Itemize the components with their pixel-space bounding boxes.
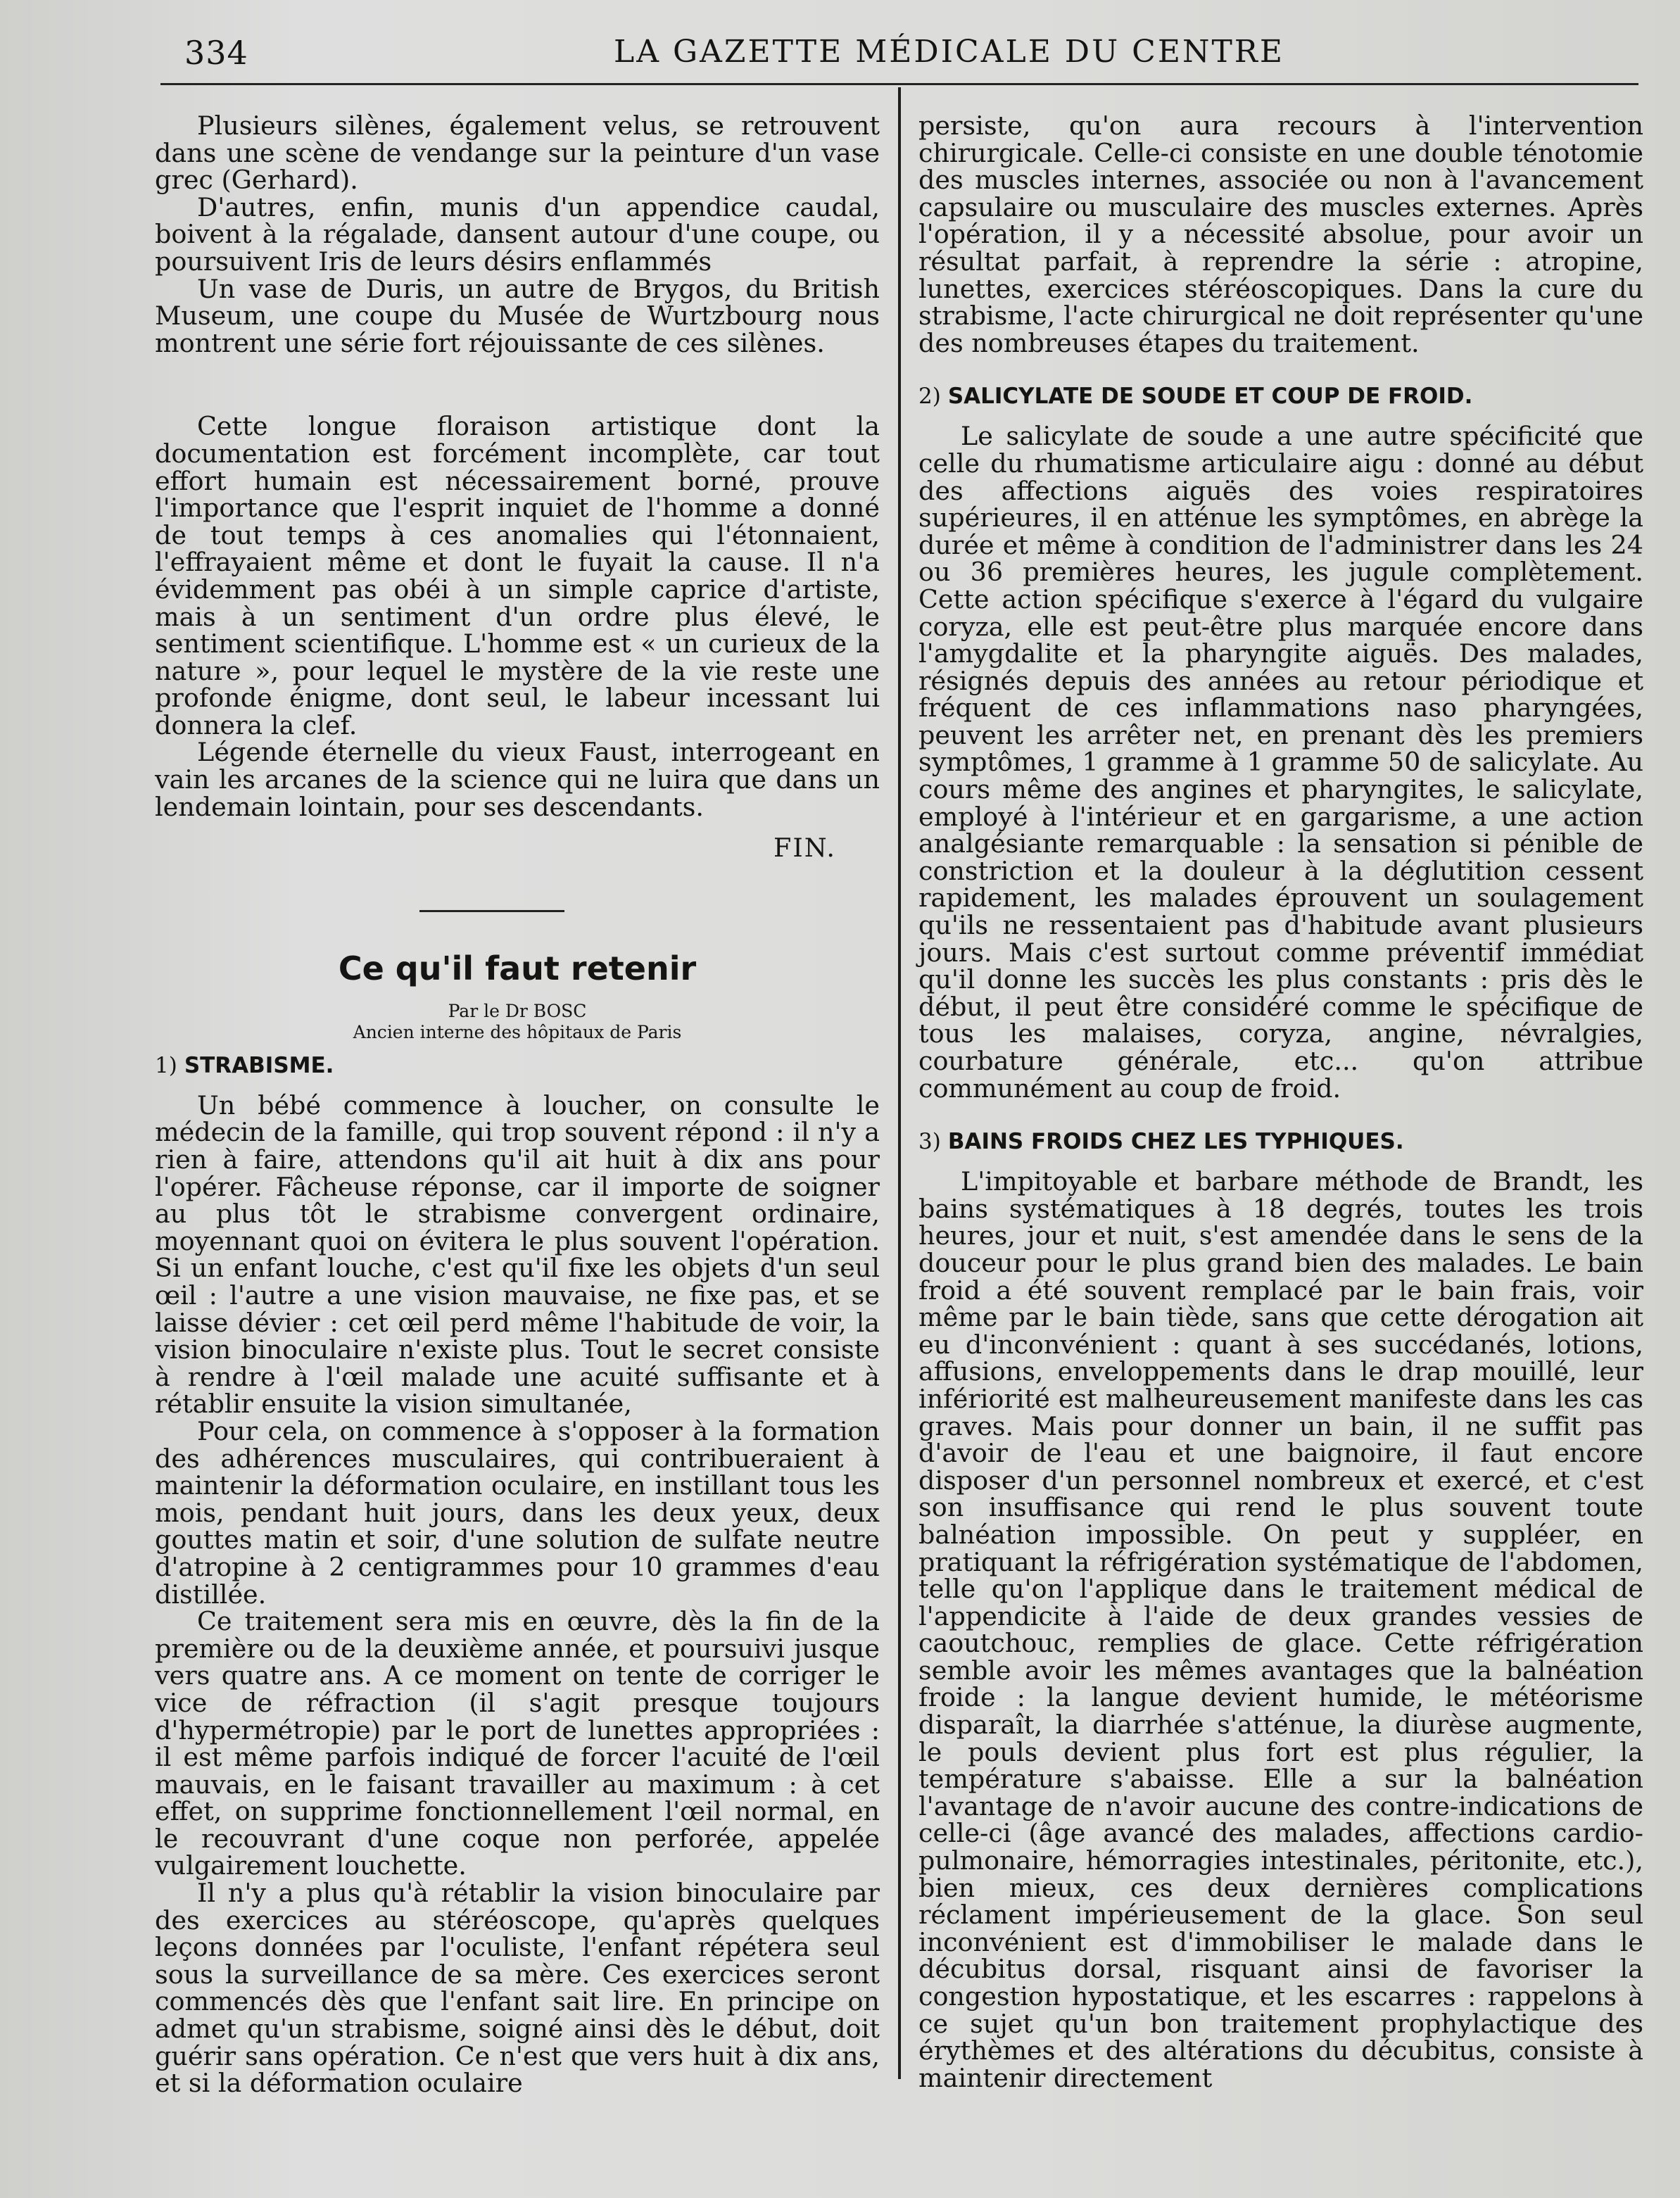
page-header <box>184 30 1627 79</box>
paragraph: D'autres, enfin, munis d'un appendice caudal, boivent à la régalade, dansent autour d'une coupe, ou poursuivent Iris de leurs désirs enflammés <box>155 191 880 277</box>
article-title: Ce qu'il faut retenir <box>338 949 697 987</box>
article-byline: Par le Dr BOSC <box>448 1000 587 1021</box>
column-divider <box>898 87 901 2079</box>
paragraph: Un vase de Duris, un autre de Brygos, du British Museum, une coupe du Musée de Wurtzbourg nous montrent une série fort réjouissante de ces silènes. <box>155 273 880 358</box>
paragraph: persiste, qu'on aura recours à l'intervention chirurgicale. Celle-ci consiste en une double ténotomie des muscles internes, associée ou non à l'avancement capsulaire ou musculaire des muscles externes. Après l'opération, il y a nécessité absolue, pour avoir un résultat parfait, à reprendre la série : atropine, lunettes, exercices stéréoscopiques. Dans la cure du strabisme, l'acte chirurgical ne doit représenter qu'une des nombreuses étapes du traitement. <box>918 110 1643 358</box>
section-title: SALICYLATE DE SOUDE ET COUP DE FROID. <box>947 384 1473 410</box>
paragraph: Cette longue floraison artistique dont la documentation est forcément incomplète, car tout effort humain est nécessairement borné, prouve l'importance que l'esprit inquiet de l'homme a donné de tout temps à ces anomalies qui l'étonnaient, l'effrayaient même et dont le fuyait la cause. Il n'a évidemment pas obéi à un simple caprice d'artiste, mais à un sentiment d'un ordre plus élevé, le sentiment scientifique. L'homme est « un curieux de la nature », pour lequel le mystère de la vie reste une profonde énigme, dont seul, le labeur incessant lui donnera la clef. <box>155 411 880 740</box>
section-title: STRABISME. <box>184 1052 334 1078</box>
paragraph: Il n'y a plus qu'à rétablir la vision binoculaire par des exercices au stéréoscope, qu'après quelques leçons données par l'oculiste, l'enfant répétera seul sous la surveillance de sa mère. Ces exercices seront commencés dès que l'enfant sait lire. En principe on admet qu'un strabisme, soigné ainsi dès le début, doit guérir sans opération. Ce n'est que vers huit à dix ans, et si la déformation oculaire <box>155 1878 880 2099</box>
author-affiliation: Ancien interne des hôpitaux de Paris <box>353 1021 682 1042</box>
section-number: 3) <box>918 1129 941 1155</box>
paragraph: Ce traitement sera mis en œuvre, dès la fin de la première ou de la deuxième année, et poursuivi jusque vers quatre ans. A ce moment on tente de corriger le vice de réfraction (il s'agit presque toujours d'hypermétropie) par le port de lunettes appropriées : il est même parfois indiqué de forcer l'acuité de l'œil mauvais, en le faisant travailler au maximum : à cet effet, on supprime fonctionnellement l'œil normal, en le recouvrant d'une coque non perforée, appelée vulgairement louchette. <box>155 1606 880 1881</box>
page-number: 334 <box>184 34 248 72</box>
header-rule <box>160 83 1638 85</box>
paragraph: Un bébé commence à loucher, on consulte le médecin de la famille, qui trop souvent répond : il n'y a rien à faire, attendons qu'il ait huit à dix ans pour l'opérer. Fâcheuse réponse, car il importe de soigner au plus tôt le strabisme convergent ordinaire, moyennant quoi on évitera le plus souvent l'opération. Si un enfant louche, c'est qu'il fixe les objets d'un seul œil : l'autre a une vision mauvaise, ne fixe pas, et se laisse dévier : cet œil perd même l'habitude de voir, la vision binoculaire n'existe plus. Tout le secret consiste à rendre à l'œil malade une acuité suffisante et à rétablir ensuite la vision simultanée, <box>155 1089 880 1420</box>
right-column <box>918 110 1643 2093</box>
section-heading-bains-froids <box>918 1126 1643 1157</box>
left-column <box>155 110 880 2099</box>
paragraph: Pour cela, on commence à s'opposer à la formation des adhérences musculaires, qui contribueraient à maintenir la déformation oculaire, en instillant tous les mois, pendant huit jours, dans les deux yeux, deux gouttes matin et soir, d'une solution de sulfate neutre d'atropine à 2 centigrammes pour 10 grammes d'eau distillée. <box>155 1415 880 1610</box>
running-title: LA GAZETTE MÉDICALE DU CENTRE <box>614 34 1285 70</box>
paragraph: Légende éternelle du vieux Faust, interrogeant en vain les arcanes de la science qui ne luira que dans un lendemain lointain, pour ses descendants. <box>155 737 880 822</box>
paragraph: Plusieurs silènes, également velus, se retrouvent dans une scène de vendange sur la peinture d'un vase grec (Gerhard). <box>155 110 880 196</box>
section-heading-salicylate <box>918 381 1643 412</box>
separator-rule <box>419 910 564 912</box>
spacer <box>155 357 880 413</box>
section-heading-strabisme <box>155 1050 880 1081</box>
section-number: 1) <box>155 1052 177 1078</box>
end-mark: FIN. <box>773 833 836 864</box>
paragraph: Le salicylate de soude a une autre spécificité que celle du rhumatisme articulaire aigu : donné au début des affections aiguës des voies respiratoires supérieures, il en atténue les symptômes, en abrège la durée et même à condition de l'administrer dans les 24 ou 36 premières heures, les jugule complètement. Cette action spécifique s'exerce à l'égard du vulgaire coryza, elle est peut-être plus marquée encore dans l'amygdalite et la pharyngite aiguës. Des malades, résignés depuis des années au retour périodique et fréquent de ces inflammations naso pharyngées, peuvent les arrêter net, en prenant dès les premiers symptômes, 1 gramme à 1 gramme 50 de salicylate. Au cours même des angines et pharyngites, le salicylate, employé à l'intérieur et en gargarisme, a une action analgésiante remarquable : la sensation si pénible de constriction et la douleur à la déglutition cessent rapidement, les malades éprouvent un soulagement qu'ils ne ressentaient pas d'habitude avant plusieurs jours. Mais c'est surtout comme préventif immédiat qu'il donne les succès les plus constants : pris dès le début, il peut être considéré comme le spécifique de tous les malaises, coryza, angine, névralgies, courbature générale, etc... qu'on attribue communément au coup de froid. <box>918 421 1643 1104</box>
section-title: BAINS FROIDS CHEZ LES TYPHIQUES. <box>947 1129 1404 1155</box>
paragraph: L'impitoyable et barbare méthode de Brandt, les bains systématiques à 18 degrés, toutes les trois heures, jour et nuit, s'est amendée dans le sens de la douceur pour le plus grand bien des malades. Le bain froid a été souvent remplacé par le bain frais, voir même par le bain tiède, sans que cette dérogation ait eu d'inconvénient : quant à ses succédanés, lotions, affusions, enveloppements dans le drap mouillé, leur infériorité est malheureusement manifeste dans les cas graves. Mais pour donner un bain, il ne suffit pas d'avoir de l'eau et une baignoire, il faut encore disposer d'un personnel nombreux et exercé, et c'est son insuffisance qui rend le plus souvent toute balnéation impossible. On peut y suppléer, en pratiquant la réfrigération systématique de l'abdomen, telle qu'on l'applique dans le traitement médical de l'appendicite à l'aide de deux grandes vessies de caoutchouc, remplies de glace. Cette réfrigération semble avoir les mêmes avantages que la balnéation froide : la langue devient humide, le météorisme disparaît, la diarrhée s'atténue, la diurèse augmente, le pouls devient plus fort est plus régulier, la température s'abaisse. Elle a sur la balnéation l'avantage de n'avoir aucune des contre-indications de celle-ci (âge avancé des malades, affections cardio-pulmonaire, hémorragies intestinales, péritonite, etc.), bien mieux, ces deux dernières complications réclament impérieusement de la glace. Son seul inconvénient est d'immobiliser le malade dans le décubitus dorsal, risquant ainsi de favoriser la congestion hypostatique, et les escarres : rappelons à ce sujet qu'un bon traitement prophylactique des érythèmes et des altérations du décubitus, consiste à maintenir directement <box>918 1166 1643 2093</box>
section-number: 2) <box>918 384 941 410</box>
